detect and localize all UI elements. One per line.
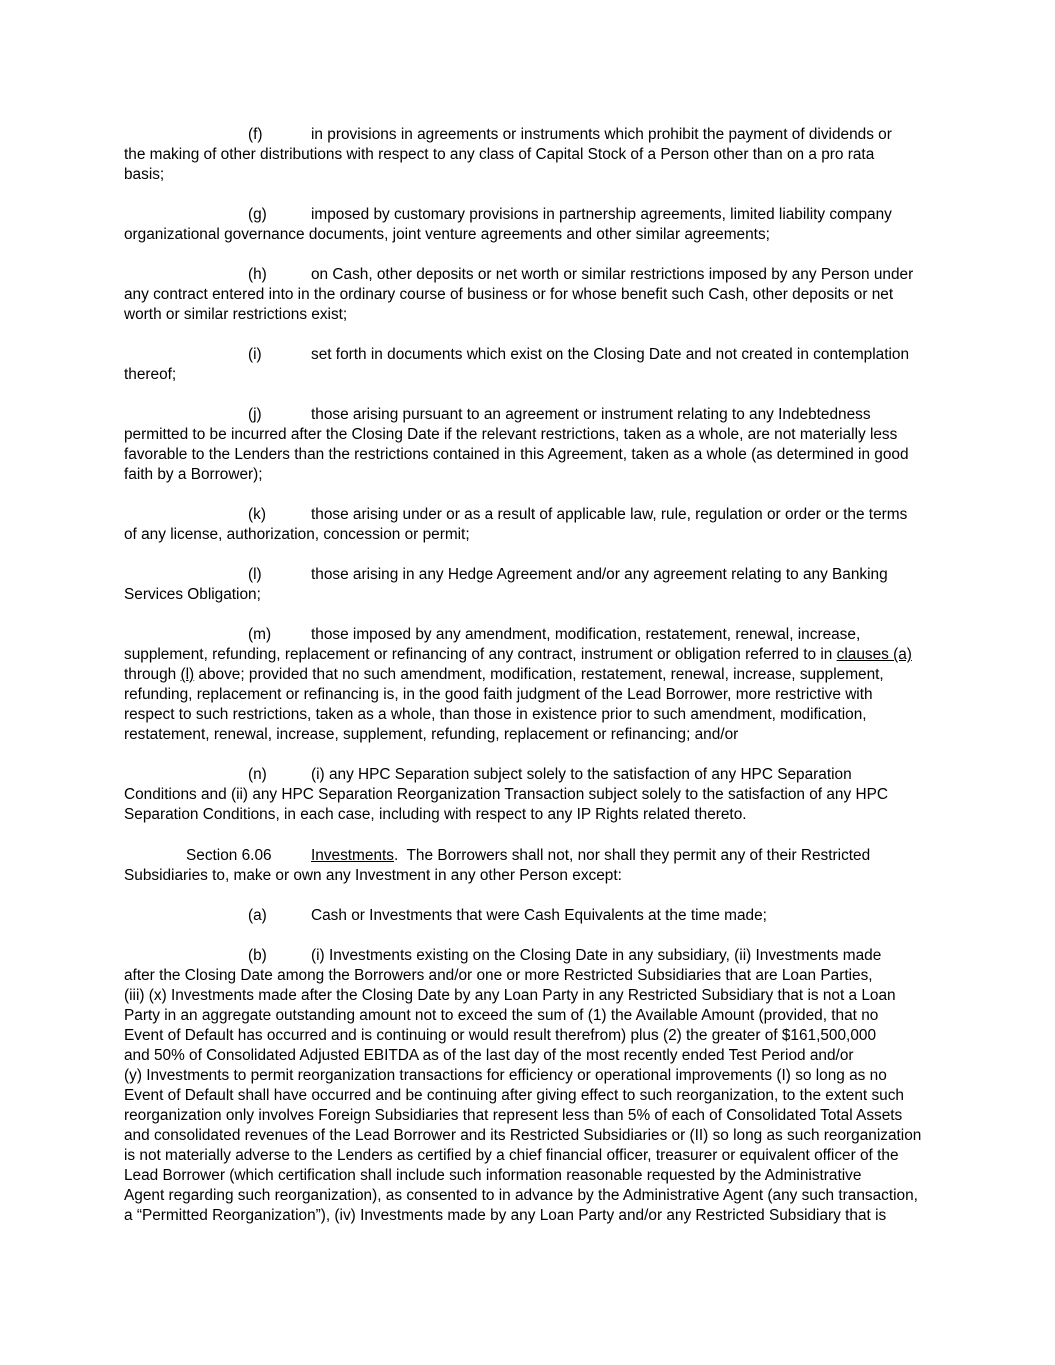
- investment-text: Lead Borrower (which certification shall include such information reasonable requested by the Administrative: [124, 1167, 862, 1184]
- clause-text: Conditions and (ii) any HPC Separation Reorganization Transaction subject solely to the satisfaction of any HPC: [124, 786, 888, 803]
- clause-label: (l): [248, 566, 262, 583]
- clause-text: basis;: [124, 166, 165, 183]
- investment-text: Agent regarding such reorganization), as consented to in advance by the Administrative Agent (any such transaction,: [124, 1187, 918, 1204]
- section-text: Subsidiaries to, make or own any Investment in any other Person except:: [124, 867, 622, 884]
- clause-text: those arising in any Hedge Agreement and/or any agreement relating to any Banking: [311, 566, 888, 583]
- investment-text: a “Permitted Reorganization”), (iv) Investments made by any Loan Party and/or any Restricted Subsidiary that is: [124, 1207, 887, 1224]
- clause-label: (h): [248, 266, 267, 283]
- clause-text: any contract entered into in the ordinary course of business or for whose benefit such Cash, other deposits or net: [124, 286, 894, 303]
- clause-label: (j): [248, 406, 262, 423]
- section-heading-line: [311, 846, 870, 866]
- clause-text: of any license, authorization, concession or permit;: [124, 526, 470, 543]
- investment-text: Event of Default has occurred and is continuing or would result therefrom) plus (2) the greater of $161,500,000: [124, 1027, 877, 1044]
- section-number: Section 6.06: [186, 847, 272, 864]
- clause-text: Separation Conditions, in each case, including with respect to any IP Rights related thereto.: [124, 806, 747, 823]
- clause-text: set forth in documents which exist on the Closing Date and not created in contemplation: [311, 346, 910, 363]
- clause-text-segment: through: [124, 666, 181, 683]
- clause-text: Services Obligation;: [124, 586, 261, 603]
- clause-text: refunding, replacement or refinancing is, in the good faith judgment of the Lead Borrower, more restrictive with: [124, 686, 873, 703]
- investment-text: after the Closing Date among the Borrowers and/or one or more Restricted Subsidiaries that are Loan Parties,: [124, 967, 873, 984]
- clause-text: permitted to be incurred after the Closing Date if the relevant restrictions, taken as a whole, are not materially less: [124, 426, 898, 443]
- clause-text: thereof;: [124, 366, 177, 383]
- investment-label: (a): [248, 907, 267, 924]
- clause-text: [124, 665, 884, 685]
- clause-text: in provisions in agreements or instruments which prohibit the payment of dividends or: [311, 126, 892, 143]
- clause-text: organizational governance documents, joint venture agreements and other similar agreements;: [124, 226, 770, 243]
- clause-label: (k): [248, 506, 266, 523]
- clause-text: worth or similar restrictions exist;: [124, 306, 348, 323]
- investment-label: (b): [248, 947, 267, 964]
- investment-text: reorganization only involves Foreign Subsidiaries that represent less than 5% of each of Consolidated Total Assets: [124, 1107, 903, 1124]
- investment-text: and consolidated revenues of the Lead Borrower and its Restricted Subsidiaries or (II) so long as such reorganization: [124, 1127, 922, 1144]
- clause-label: (n): [248, 766, 267, 783]
- clause-text: those arising under or as a result of applicable law, rule, regulation or order or the terms: [311, 506, 908, 523]
- section-title: Investments: [311, 847, 394, 864]
- clause-label: (g): [248, 206, 267, 223]
- investment-text: Cash or Investments that were Cash Equivalents at the time made;: [311, 907, 767, 924]
- clause-text: restatement, renewal, increase, supplement, refunding, replacement or refinancing; and/or: [124, 726, 739, 743]
- clause-text: favorable to the Lenders than the restrictions contained in this Agreement, taken as a whole (as determined in good: [124, 446, 909, 463]
- investment-text: Event of Default shall have occurred and be continuing after giving effect to such reorganization, to the extent such: [124, 1087, 904, 1104]
- clause-text: those imposed by any amendment, modification, restatement, renewal, increase,: [311, 626, 861, 643]
- clause-label: (i): [248, 346, 262, 363]
- clause-cross-reference: clauses (a): [836, 646, 912, 663]
- clause-label: (m): [248, 626, 272, 643]
- investment-text: Party in an aggregate outstanding amount not to exceed the sum of (1) the Available Amount (provided, that no: [124, 1007, 879, 1024]
- clause-text: on Cash, other deposits or net worth or similar restrictions imposed by any Person under: [311, 266, 914, 283]
- clause-text: [124, 645, 912, 665]
- clause-text: (i) any HPC Separation subject solely to the satisfaction of any HPC Separation: [311, 766, 852, 783]
- section-text-segment: . The Borrowers shall not, nor shall they permit any of their Restricted: [393, 847, 871, 864]
- clause-text: the making of other distributions with respect to any class of Capital Stock of a Person other than on a pro rata: [124, 146, 875, 163]
- investment-text: (iii) (x) Investments made after the Closing Date by any Loan Party in any Restricted Subsidiary that is not a Loan: [124, 987, 896, 1004]
- clause-text: faith by a Borrower);: [124, 466, 263, 483]
- clause-text: imposed by customary provisions in partnership agreements, limited liability company: [311, 206, 892, 223]
- investment-text: is not materially adverse to the Lenders as certified by a chief financial officer, treasurer or equivalent officer of the: [124, 1147, 899, 1164]
- investment-text: (i) Investments existing on the Closing Date in any subsidiary, (ii) Investments made: [311, 947, 882, 964]
- clause-text: respect to such restrictions, taken as a whole, than those in existence prior to such amendment, modification,: [124, 706, 867, 723]
- clause-text-segment: above; provided that no such amendment, modification, restatement, renewal, increase, supplement,: [194, 666, 884, 683]
- investment-text: and 50% of Consolidated Adjusted EBITDA as of the last day of the most recently ended Test Period and/or: [124, 1047, 854, 1064]
- clause-label: (f): [248, 126, 263, 143]
- investment-text: (y) Investments to permit reorganization transactions for efficiency or operational improvements (I) so long as no: [124, 1067, 887, 1084]
- clause-cross-reference: (l): [180, 666, 195, 683]
- clause-text: those arising pursuant to an agreement or instrument relating to any Indebtedness: [311, 406, 871, 423]
- clause-text-segment: supplement, refunding, replacement or refinancing of any contract, instrument or obligation referred to in: [124, 646, 837, 663]
